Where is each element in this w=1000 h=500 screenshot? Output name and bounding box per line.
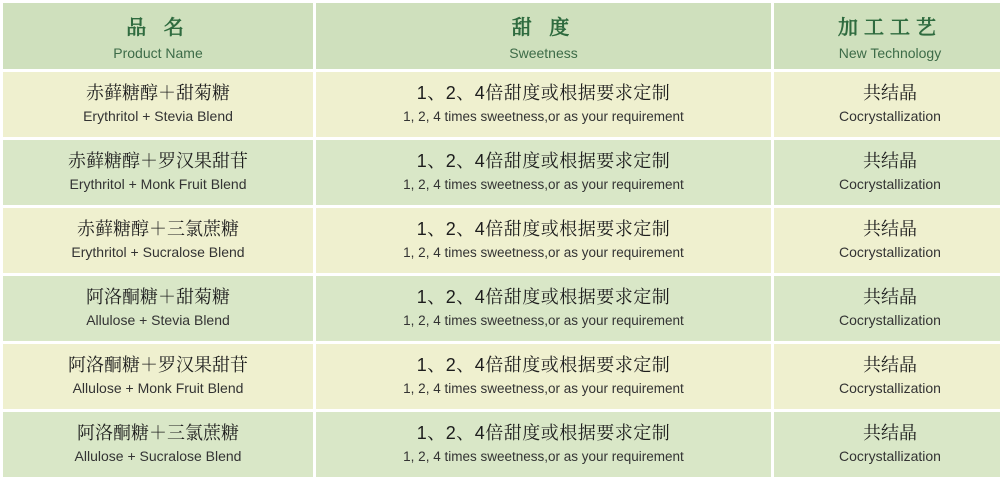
cell-product-name	[3, 344, 313, 409]
technology-cn: 共结晶	[863, 423, 917, 443]
technology-cn: 共结晶	[863, 219, 917, 239]
product-name-en: Erythritol + Stevia Blend	[83, 108, 233, 124]
column-header-product-name-en: Product Name	[113, 45, 203, 61]
sweetness-cn: 1、2、4倍甜度或根据要求定制	[416, 423, 671, 443]
table-row	[3, 208, 1000, 273]
column-header-product-name	[3, 3, 313, 69]
sweetness-en: 1, 2, 4 times sweetness,or as your requirement	[403, 109, 684, 124]
technology-cn: 共结晶	[863, 151, 917, 171]
technology-en: Cocrystallization	[839, 312, 941, 328]
cell-product-name	[3, 412, 313, 477]
column-header-technology-cn: 加工工艺	[838, 17, 942, 39]
cell-technology	[774, 72, 1000, 137]
cell-technology	[774, 276, 1000, 341]
table-header-row	[3, 3, 1000, 69]
sweetness-cn: 1、2、4倍甜度或根据要求定制	[416, 83, 671, 103]
product-name-cn: 赤藓糖醇＋三氯蔗糖	[77, 219, 239, 239]
technology-cn: 共结晶	[863, 287, 917, 307]
cell-sweetness	[316, 344, 771, 409]
sweetness-en: 1, 2, 4 times sweetness,or as your requirement	[403, 245, 684, 260]
product-name-cn: 赤藓糖醇＋罗汉果甜苷	[68, 151, 248, 171]
product-name-cn: 阿洛酮糖＋甜菊糖	[86, 287, 230, 307]
product-name-en: Allulose + Stevia Blend	[86, 312, 230, 328]
product-name-cn: 赤藓糖醇＋甜菊糖	[86, 83, 230, 103]
cell-sweetness	[316, 72, 771, 137]
sweetness-en: 1, 2, 4 times sweetness,or as your requirement	[403, 449, 684, 464]
table-row	[3, 276, 1000, 341]
product-name-en: Allulose + Sucralose Blend	[74, 448, 242, 464]
cell-technology	[774, 344, 1000, 409]
column-header-sweetness	[316, 3, 771, 69]
technology-en: Cocrystallization	[839, 448, 941, 464]
sweetness-en: 1, 2, 4 times sweetness,or as your requirement	[403, 177, 684, 192]
product-name-en: Allulose + Monk Fruit Blend	[72, 380, 244, 396]
sweetness-cn: 1、2、4倍甜度或根据要求定制	[416, 355, 671, 375]
column-header-technology-en: New Technology	[838, 45, 942, 61]
product-name-cn: 阿洛酮糖＋三氯蔗糖	[77, 423, 239, 443]
cell-sweetness	[316, 140, 771, 205]
technology-cn: 共结晶	[863, 83, 917, 103]
technology-en: Cocrystallization	[839, 244, 941, 260]
sweetness-en: 1, 2, 4 times sweetness,or as your requirement	[403, 313, 684, 328]
table-row	[3, 72, 1000, 137]
product-name-en: Erythritol + Monk Fruit Blend	[69, 176, 247, 192]
product-name-cn: 阿洛酮糖＋罗汉果甜苷	[68, 355, 248, 375]
table-row	[3, 140, 1000, 205]
sweetness-cn: 1、2、4倍甜度或根据要求定制	[416, 151, 671, 171]
sweetness-cn: 1、2、4倍甜度或根据要求定制	[416, 287, 671, 307]
column-header-technology	[774, 3, 1000, 69]
technology-en: Cocrystallization	[839, 380, 941, 396]
cell-technology	[774, 412, 1000, 477]
column-header-product-name-cn: 品 名	[126, 17, 190, 39]
product-name-en: Erythritol + Sucralose Blend	[71, 244, 245, 260]
column-header-sweetness-en: Sweetness	[509, 45, 578, 61]
cell-sweetness	[316, 208, 771, 273]
technology-en: Cocrystallization	[839, 108, 941, 124]
cell-technology	[774, 208, 1000, 273]
cell-product-name	[3, 140, 313, 205]
cell-technology	[774, 140, 1000, 205]
table-row	[3, 412, 1000, 477]
sweetness-cn: 1、2、4倍甜度或根据要求定制	[416, 219, 671, 239]
cell-product-name	[3, 208, 313, 273]
cell-sweetness	[316, 412, 771, 477]
technology-en: Cocrystallization	[839, 176, 941, 192]
column-header-sweetness-cn: 甜 度	[511, 17, 576, 39]
cell-sweetness	[316, 276, 771, 341]
cell-product-name	[3, 72, 313, 137]
cell-product-name	[3, 276, 313, 341]
technology-cn: 共结晶	[863, 355, 917, 375]
sweetness-en: 1, 2, 4 times sweetness,or as your requirement	[403, 381, 684, 396]
table-row	[3, 344, 1000, 409]
